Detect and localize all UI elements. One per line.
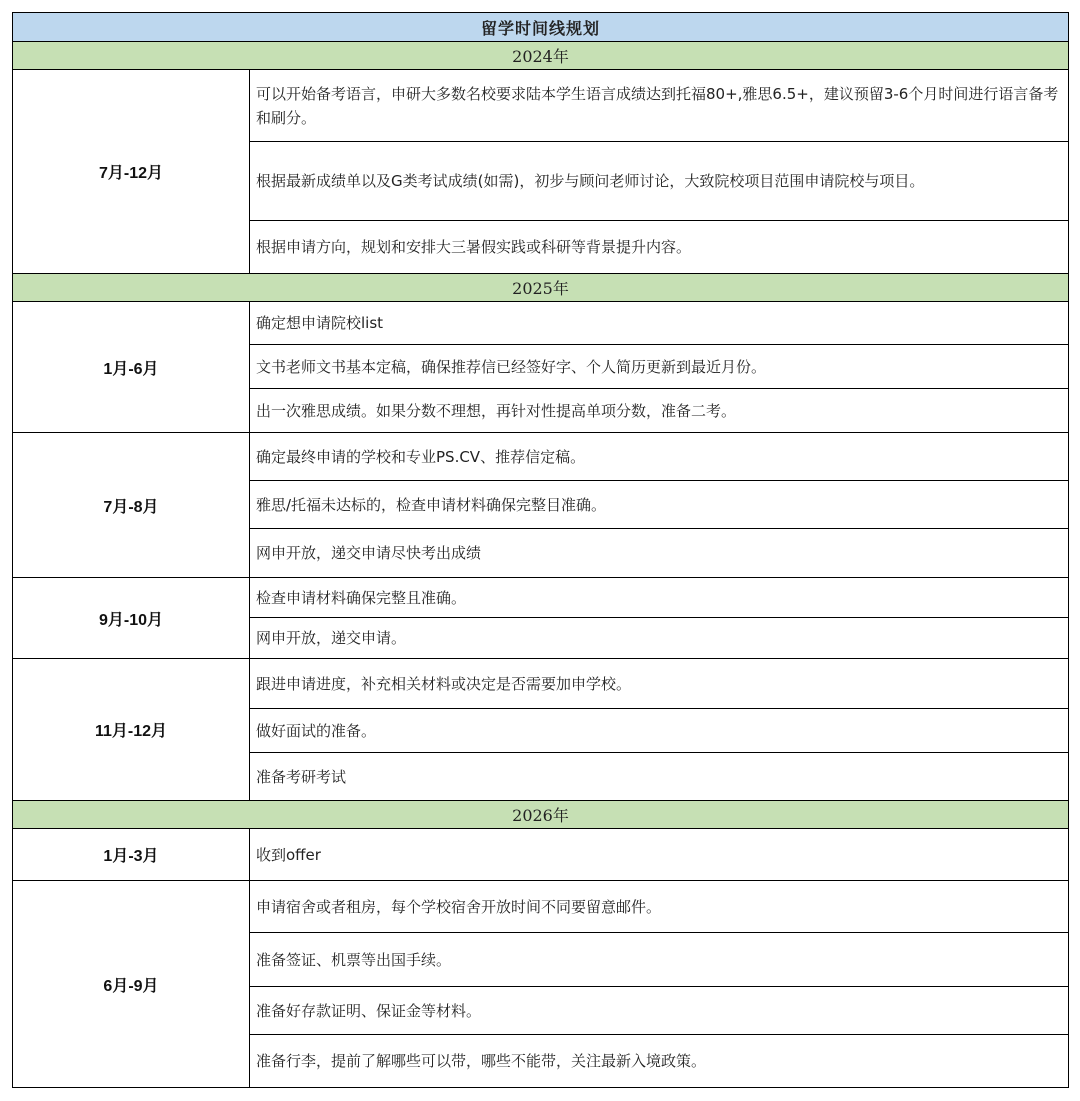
task-item: 雅思/托福未达标的，检查申请材料确保完整目准确。 <box>250 481 1069 529</box>
title-row <box>13 13 1069 42</box>
period-label: 7月-12月 <box>13 70 250 274</box>
table-row <box>13 829 1069 881</box>
period-label: 11月-12月 <box>13 659 250 801</box>
task-item: 准备行李，提前了解哪些可以带，哪些不能带，关注最新入境政策。 <box>250 1035 1069 1088</box>
period-label: 1月-3月 <box>13 829 250 881</box>
table-row <box>13 881 1069 933</box>
task-item: 收到offer <box>250 829 1069 881</box>
task-item: 网申开放，递交申请。 <box>250 618 1069 659</box>
task-item: 可以开始备考语言，申研大多数名校要求陆本学生语言成绩达到托福80+,雅思6.5+，建议预留3-6个月时间进行语言备考和刷分。 <box>250 70 1069 142</box>
task-item: 跟进申请进度，补充相关材料或决定是否需要加申学校。 <box>250 659 1069 709</box>
task-item: 准备考研考试 <box>250 753 1069 801</box>
table-row <box>13 433 1069 481</box>
task-item: 准备签证、机票等出国手续。 <box>250 933 1069 987</box>
task-item: 文书老师文书基本定稿，确保推荐信已经签好字、个人简历更新到最近月份。 <box>250 345 1069 389</box>
task-item: 确定最终申请的学校和专业PS.CV、推荐信定稿。 <box>250 433 1069 481</box>
table-row <box>13 578 1069 618</box>
task-item: 准备好存款证明、保证金等材料。 <box>250 987 1069 1035</box>
task-item: 检查申请材料确保完整且准确。 <box>250 578 1069 618</box>
task-item: 根据申请方向，规划和安排大三暑假实践或科研等背景提升内容。 <box>250 221 1069 274</box>
year-row <box>13 274 1069 302</box>
year-row <box>13 801 1069 829</box>
timeline-table <box>12 12 1069 1088</box>
period-label: 1月-6月 <box>13 302 250 433</box>
period-label: 9月-10月 <box>13 578 250 659</box>
table-row <box>13 70 1069 142</box>
table-row <box>13 659 1069 709</box>
period-label: 6月-9月 <box>13 881 250 1088</box>
year-header-2025: 2025年 <box>13 274 1069 302</box>
year-row <box>13 42 1069 70</box>
table-title: 留学时间线规划 <box>13 13 1069 42</box>
year-header-2026: 2026年 <box>13 801 1069 829</box>
task-item: 确定想申请院校list <box>250 302 1069 345</box>
task-item: 根据最新成绩单以及G类考试成绩(如需)，初步与顾问老师讨论，大致院校项目范围申请院校与项目。 <box>250 142 1069 221</box>
task-item: 做好面试的准备。 <box>250 709 1069 753</box>
task-item: 申请宿舍或者租房，每个学校宿舍开放时间不同要留意邮件。 <box>250 881 1069 933</box>
task-item: 出一次雅思成绩。如果分数不理想，再针对性提高单项分数，准备二考。 <box>250 389 1069 433</box>
year-header-2024: 2024年 <box>13 42 1069 70</box>
period-label: 7月-8月 <box>13 433 250 578</box>
table-row <box>13 302 1069 345</box>
task-item: 网申开放，递交申请尽快考出成绩 <box>250 529 1069 578</box>
